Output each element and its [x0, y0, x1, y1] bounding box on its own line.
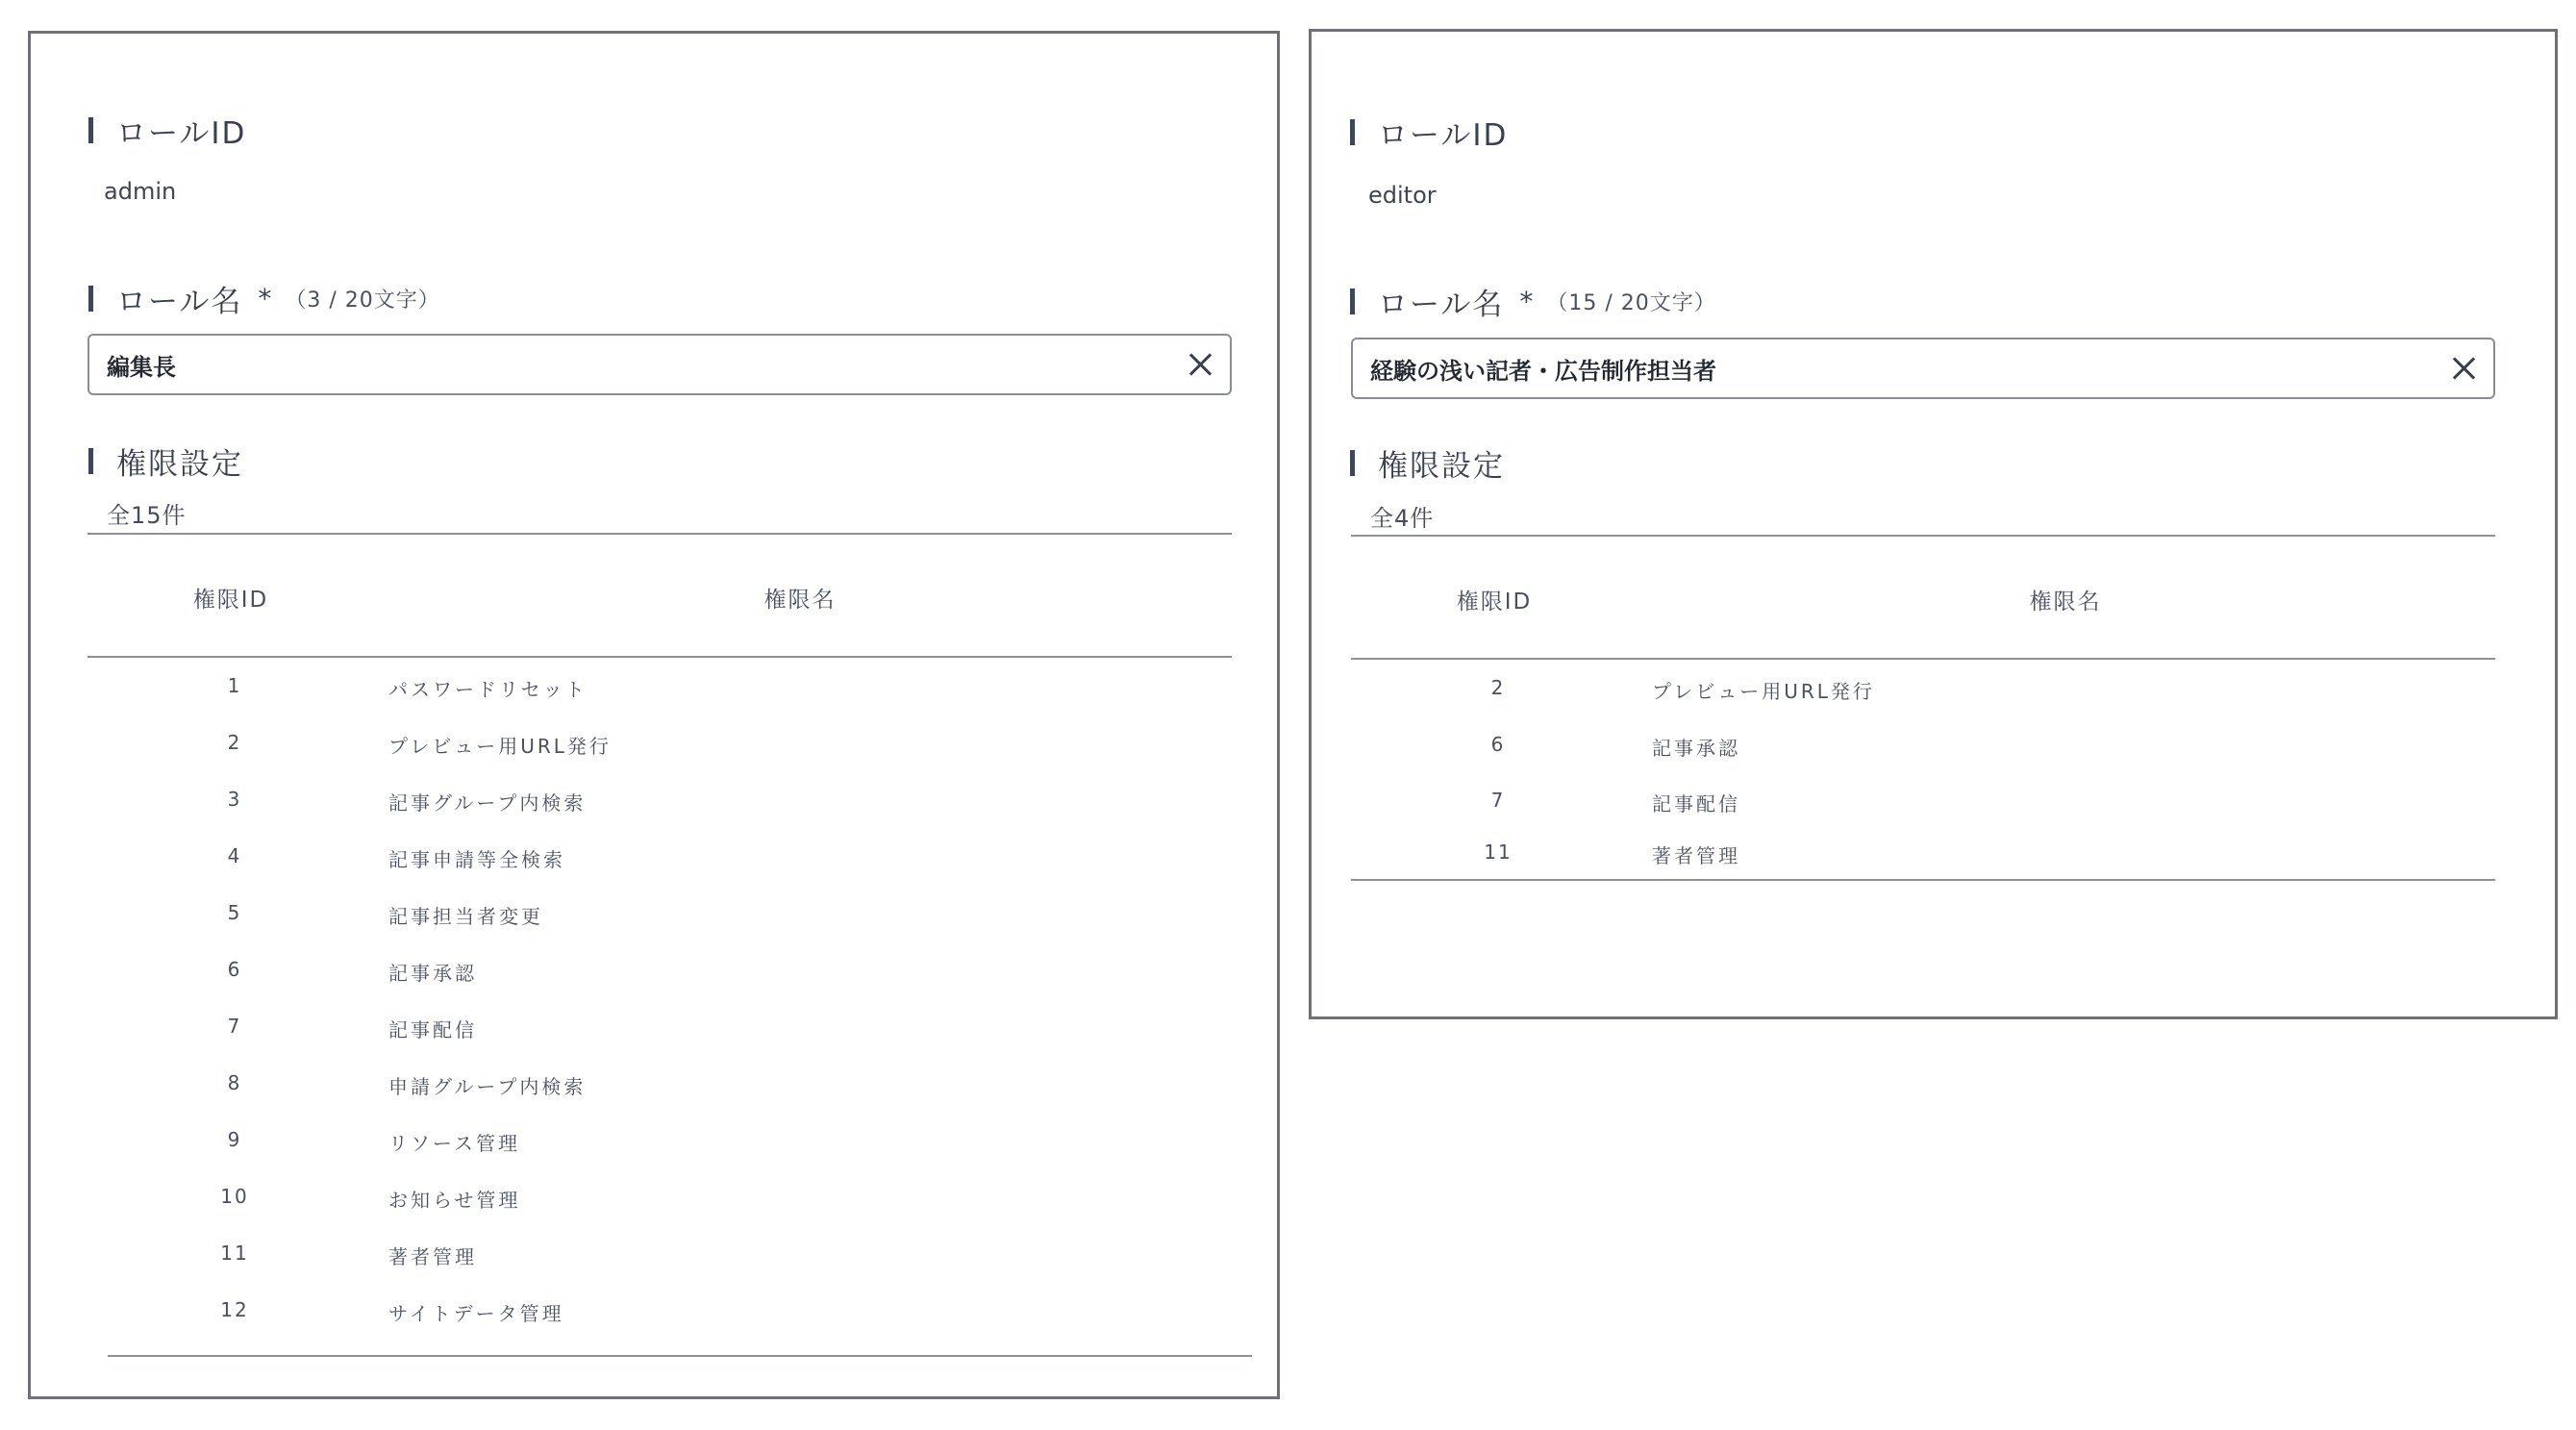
clear-icon[interactable]	[1188, 352, 1213, 377]
permission-id: 6	[1490, 733, 1506, 756]
permission-name: プレビュー用URL発行	[388, 735, 612, 758]
role-name-label: ロール名	[116, 285, 243, 319]
role-name-heading	[88, 277, 440, 320]
permission-id: 7	[1490, 789, 1506, 812]
table-row	[31, 1015, 1271, 1043]
table-row	[31, 958, 1271, 987]
clear-icon[interactable]	[2451, 356, 2476, 381]
column-header-id: 権限ID	[192, 588, 269, 613]
table-row	[1312, 789, 2552, 817]
permission-name: 申請グループ内検索	[388, 1075, 587, 1098]
table-row	[1312, 676, 2552, 705]
permission-name: パスワードリセット	[388, 678, 588, 701]
permission-id: 5	[227, 901, 242, 924]
role-id-heading	[1350, 111, 1508, 154]
table-header-divider	[88, 656, 1232, 658]
permission-id: 8	[227, 1071, 242, 1094]
divider	[1351, 535, 2495, 537]
required-mark: *	[258, 283, 274, 314]
role-panel-admin	[28, 31, 1280, 1399]
role-name-input-value[interactable]: 編集長	[107, 353, 176, 381]
permission-id: 2	[227, 731, 242, 754]
role-name-input-value[interactable]: 経験の浅い記者・広告制作担当者	[1370, 357, 1716, 385]
role-id-value: editor	[1368, 182, 1437, 209]
permission-id: 2	[1490, 676, 1506, 699]
heading-bar	[88, 286, 93, 312]
permission-id: 11	[220, 1242, 249, 1265]
role-name-input[interactable]	[1351, 338, 2495, 399]
column-header-id: 権限ID	[1456, 590, 1533, 615]
permission-name: サイトデータ管理	[388, 1302, 564, 1325]
permission-name: 記事承認	[388, 962, 477, 985]
char-count: （3 / 20文字）	[285, 289, 440, 313]
permission-id: 6	[227, 958, 242, 981]
role-id-label: ロールID	[1378, 118, 1509, 153]
table-bottom-divider	[108, 1355, 1252, 1357]
heading-bar	[88, 117, 93, 143]
table-row	[31, 1185, 1271, 1214]
table-row	[1312, 840, 2552, 869]
permissions-total: 全4件	[1370, 505, 1435, 532]
column-header-name: 権限名	[2029, 590, 2102, 615]
permission-name: リソース管理	[388, 1132, 520, 1155]
permission-name: お知らせ管理	[388, 1189, 521, 1212]
permission-id: 4	[227, 844, 242, 867]
permission-name: 記事申請等全検索	[388, 848, 565, 871]
table-row	[31, 788, 1271, 816]
permission-name: 著者管理	[1652, 844, 1740, 867]
required-mark: *	[1519, 286, 1536, 317]
table-row	[31, 731, 1271, 760]
heading-bar	[1350, 289, 1355, 314]
char-count: （15 / 20文字）	[1546, 291, 1716, 315]
permission-name: 記事配信	[1652, 792, 1740, 815]
permission-name: 記事グループ内検索	[388, 791, 587, 815]
heading-bar	[1350, 450, 1355, 476]
permission-id: 3	[227, 788, 242, 811]
permission-name: 記事担当者変更	[388, 905, 543, 928]
table-header-divider	[1351, 658, 2495, 660]
permission-name: 著者管理	[388, 1245, 477, 1268]
table-row	[31, 1298, 1271, 1327]
table-row	[31, 901, 1271, 930]
table-row	[31, 674, 1271, 703]
permission-id: 9	[227, 1128, 242, 1151]
role-name-label: ロール名	[1378, 288, 1505, 322]
table-row	[31, 1071, 1271, 1100]
permission-name: 記事配信	[388, 1018, 477, 1041]
role-panel-editor	[1309, 29, 2558, 1019]
permission-name: プレビュー用URL発行	[1652, 680, 1875, 703]
role-id-heading	[88, 109, 246, 152]
permission-id: 7	[227, 1015, 242, 1038]
permissions-heading	[1350, 441, 1505, 485]
permissions-total: 全15件	[107, 502, 187, 529]
permission-id: 10	[220, 1185, 249, 1208]
permission-id: 11	[1484, 840, 1513, 864]
permissions-heading	[88, 439, 243, 483]
heading-bar	[1350, 119, 1355, 145]
table-row	[31, 844, 1271, 873]
permission-id: 1	[227, 674, 242, 697]
permissions-label: 権限設定	[1378, 449, 1505, 484]
table-bottom-divider	[1351, 879, 2495, 881]
permission-name: 記事承認	[1652, 737, 1740, 760]
role-id-label: ロールID	[116, 116, 247, 151]
heading-bar	[88, 448, 93, 474]
role-name-input[interactable]	[88, 334, 1232, 395]
table-row	[31, 1128, 1271, 1157]
role-id-value: admin	[104, 178, 177, 205]
permissions-label: 権限設定	[116, 447, 243, 482]
permission-id: 12	[220, 1298, 249, 1321]
table-row	[1312, 733, 2552, 762]
column-header-name: 権限名	[763, 588, 837, 613]
role-name-heading	[1350, 280, 1716, 323]
table-row	[31, 1242, 1271, 1270]
divider	[88, 533, 1232, 535]
